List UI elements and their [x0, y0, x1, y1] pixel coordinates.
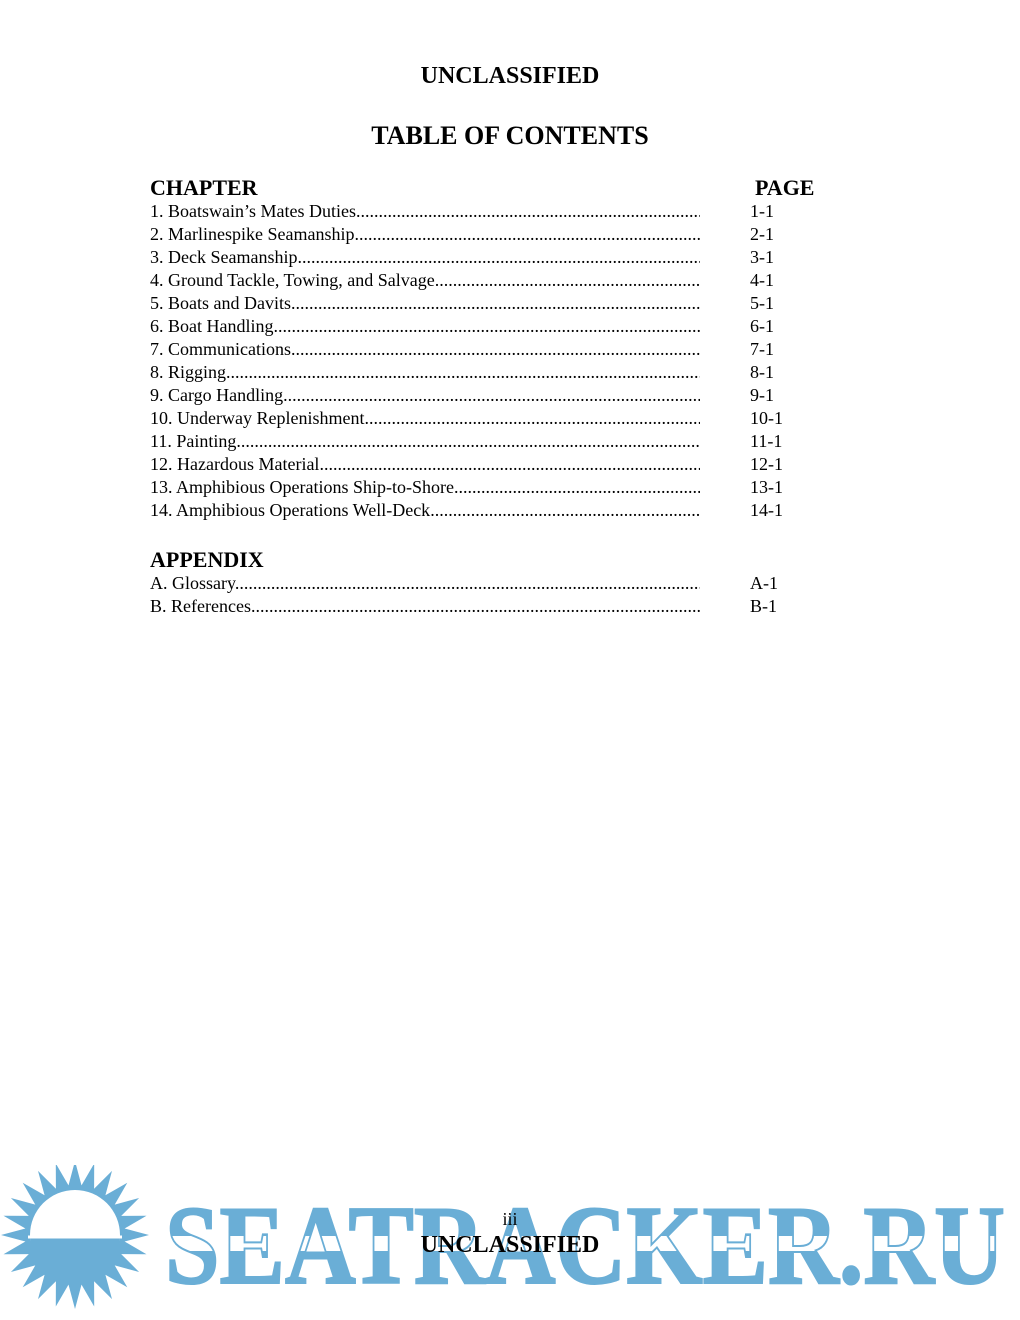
- toc-entry[interactable]: [150, 572, 830, 595]
- classification-header: UNCLASSIFIED: [420, 63, 600, 89]
- toc-entry[interactable]: [150, 200, 830, 223]
- entry-title: 6. Boat Handling: [150, 316, 274, 336]
- toc-entry[interactable]: [150, 430, 830, 453]
- entry-title: 12. Hazardous Material: [150, 454, 320, 474]
- entry-page: 5-1: [750, 293, 774, 313]
- entry-title: 4. Ground Tackle, Towing, and Salvage: [150, 270, 435, 290]
- toc-entry[interactable]: [150, 384, 830, 407]
- entry-title: 8. Rigging: [150, 362, 227, 382]
- entry-page: 6-1: [750, 316, 774, 336]
- toc-entry[interactable]: [150, 223, 830, 246]
- page-title: TABLE OF CONTENTS: [371, 121, 649, 150]
- toc-entry[interactable]: [150, 453, 830, 476]
- toc-entry[interactable]: [150, 246, 830, 269]
- entry-title: 13. Amphibious Operations Ship-to-Shore: [150, 477, 454, 497]
- watermark-text: SEATRACKER.RU: [165, 1184, 1005, 1308]
- entry-title: 1. Boatswain’s Mates Duties: [150, 201, 356, 221]
- entry-title: 3. Deck Seamanship: [150, 247, 298, 267]
- entry-title: 9. Cargo Handling: [150, 385, 284, 405]
- entry-page: 8-1: [750, 362, 774, 382]
- entry-title: A. Glossary: [150, 573, 235, 593]
- toc-entry[interactable]: [150, 499, 830, 522]
- chapter-list: [150, 200, 830, 522]
- chapter-heading: CHAPTER: [150, 175, 258, 200]
- toc-entry[interactable]: [150, 476, 830, 499]
- page-number: iii: [502, 1209, 518, 1229]
- toc-entry[interactable]: [150, 269, 830, 292]
- appendix-heading: APPENDIX: [150, 547, 264, 572]
- entry-page: 4-1: [750, 270, 774, 290]
- entry-title: 11. Painting: [150, 431, 237, 451]
- entry-title: 7. Communications: [150, 339, 291, 359]
- entry-page: 12-1: [750, 454, 783, 474]
- toc-entry[interactable]: [150, 315, 830, 338]
- entry-page: 13-1: [750, 477, 783, 497]
- entry-title: 2. Marlinespike Seamanship: [150, 224, 355, 244]
- entry-title: 14. Amphibious Operations Well-Deck: [150, 500, 431, 520]
- entry-title: 5. Boats and Davits: [150, 293, 291, 313]
- toc-entry[interactable]: [150, 292, 830, 315]
- toc-entry[interactable]: [150, 407, 830, 430]
- classification-footer: UNCLASSIFIED: [420, 1232, 600, 1258]
- entry-title: B. References: [150, 596, 251, 616]
- toc-entry[interactable]: [150, 361, 830, 384]
- toc-entry[interactable]: [150, 595, 830, 618]
- entry-page: 3-1: [750, 247, 774, 267]
- entry-page: B-1: [750, 596, 777, 616]
- appendix-list: [150, 572, 830, 618]
- entry-page: 11-1: [750, 431, 783, 451]
- entry-title: 10. Underway Replenishment: [150, 408, 365, 428]
- entry-page: 14-1: [750, 500, 783, 520]
- entry-page: 1-1: [750, 201, 774, 221]
- entry-page: 10-1: [750, 408, 783, 428]
- page-column-heading: PAGE: [755, 175, 815, 200]
- entry-page: 7-1: [750, 339, 774, 359]
- toc-entry[interactable]: [150, 338, 830, 361]
- entry-page: A-1: [750, 573, 778, 593]
- entry-page: 2-1: [750, 224, 774, 244]
- entry-page: 9-1: [750, 385, 774, 405]
